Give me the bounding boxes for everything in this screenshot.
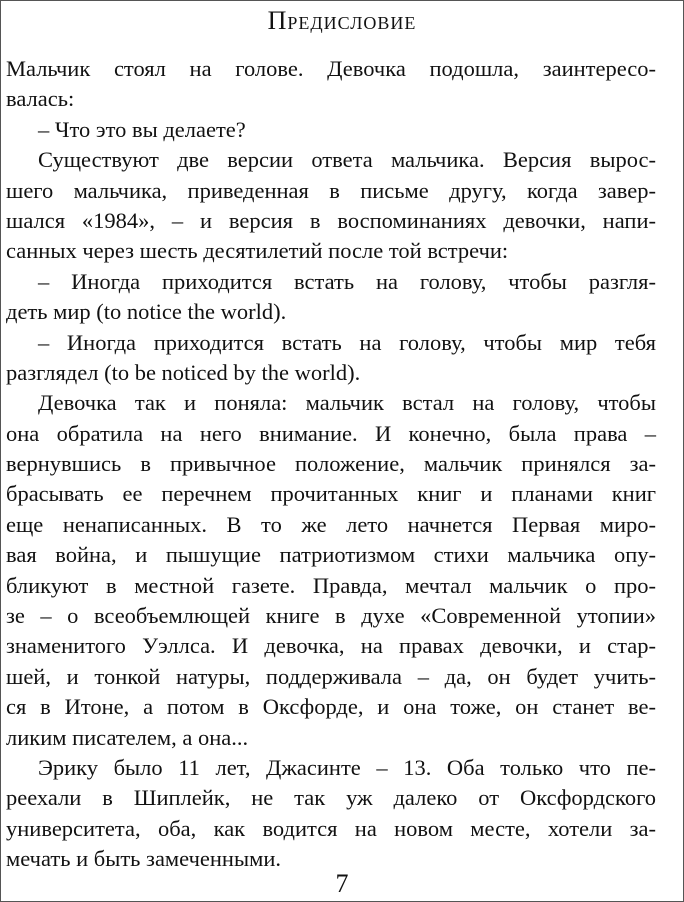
text-line: брасывать ее перечнем прочитанных книг и планами книг xyxy=(6,481,656,507)
text-line: мечать и быть замеченными. xyxy=(6,846,281,872)
text-line: – Иногда приходится встать на голову, чтобы мир тебя xyxy=(38,329,656,355)
text-line: вая война, и пышущие патриотизмом стихи мальчика опу- xyxy=(6,542,656,568)
text-line: еще ненаписанных. В то же лето начнется Первая миро- xyxy=(6,511,656,537)
text-line: Мальчик стоял на голове. Девочка подошла, заинтересо- xyxy=(6,56,656,81)
page-title: Предисловие xyxy=(267,6,417,35)
text-line: знаменитого Уэллса. И девочка, на правах девочки, и стар- xyxy=(6,633,656,659)
text-line: ликим писателем, а она... xyxy=(6,724,249,750)
text-line: университета, оба, как водится на новом месте, хотели за- xyxy=(6,815,656,841)
text-line: шего мальчика, приведенная в письме другу, когда завер- xyxy=(6,177,656,203)
text-line: Девочка так и поняла: мальчик встал на голову, чтобы xyxy=(38,390,656,416)
text-line: шей, и тонкой натуры, поддерживала – да, он будет учить- xyxy=(6,663,656,689)
text-line: шался «1984», – и версия в воспоминаниях девочки, напи- xyxy=(6,207,656,233)
text-line: Существуют две версии ответа мальчика. Версия вырос- xyxy=(38,147,656,173)
text-line: Эрику было 11 лет, Джасинте – 13. Оба только что пе- xyxy=(38,754,656,780)
text-line: – Что это вы делаете? xyxy=(38,116,246,142)
text-line: – Иногда приходится встать на голову, чтобы разгля- xyxy=(38,268,656,294)
text-line: реехали в Шиплейк, не так уж далеко от Оксфордского xyxy=(6,785,656,811)
text-line: зе – о всеобъемлющей книге в духе «Современной утопии» xyxy=(6,603,656,629)
page-number: 7 xyxy=(335,869,349,898)
text-line: разглядел (to be noticed by the world). xyxy=(6,359,361,385)
text-line: валась: xyxy=(6,86,75,112)
text-line: санных через шесть десятилетий после той встречи: xyxy=(6,238,509,264)
text-line: ся в Итоне, а потом в Оксфорде, и она тоже, он станет ве- xyxy=(6,694,656,720)
text-line: вернувшись в привычное положение, мальчик принялся за- xyxy=(6,451,656,477)
text-line: она обратила на него внимание. И конечно, была права – xyxy=(6,420,656,446)
text-line: деть мир (to notice the world). xyxy=(6,299,287,325)
text-line: бликуют в местной газете. Правда, мечтал мальчик о про- xyxy=(6,572,656,598)
body-text xyxy=(6,54,656,875)
